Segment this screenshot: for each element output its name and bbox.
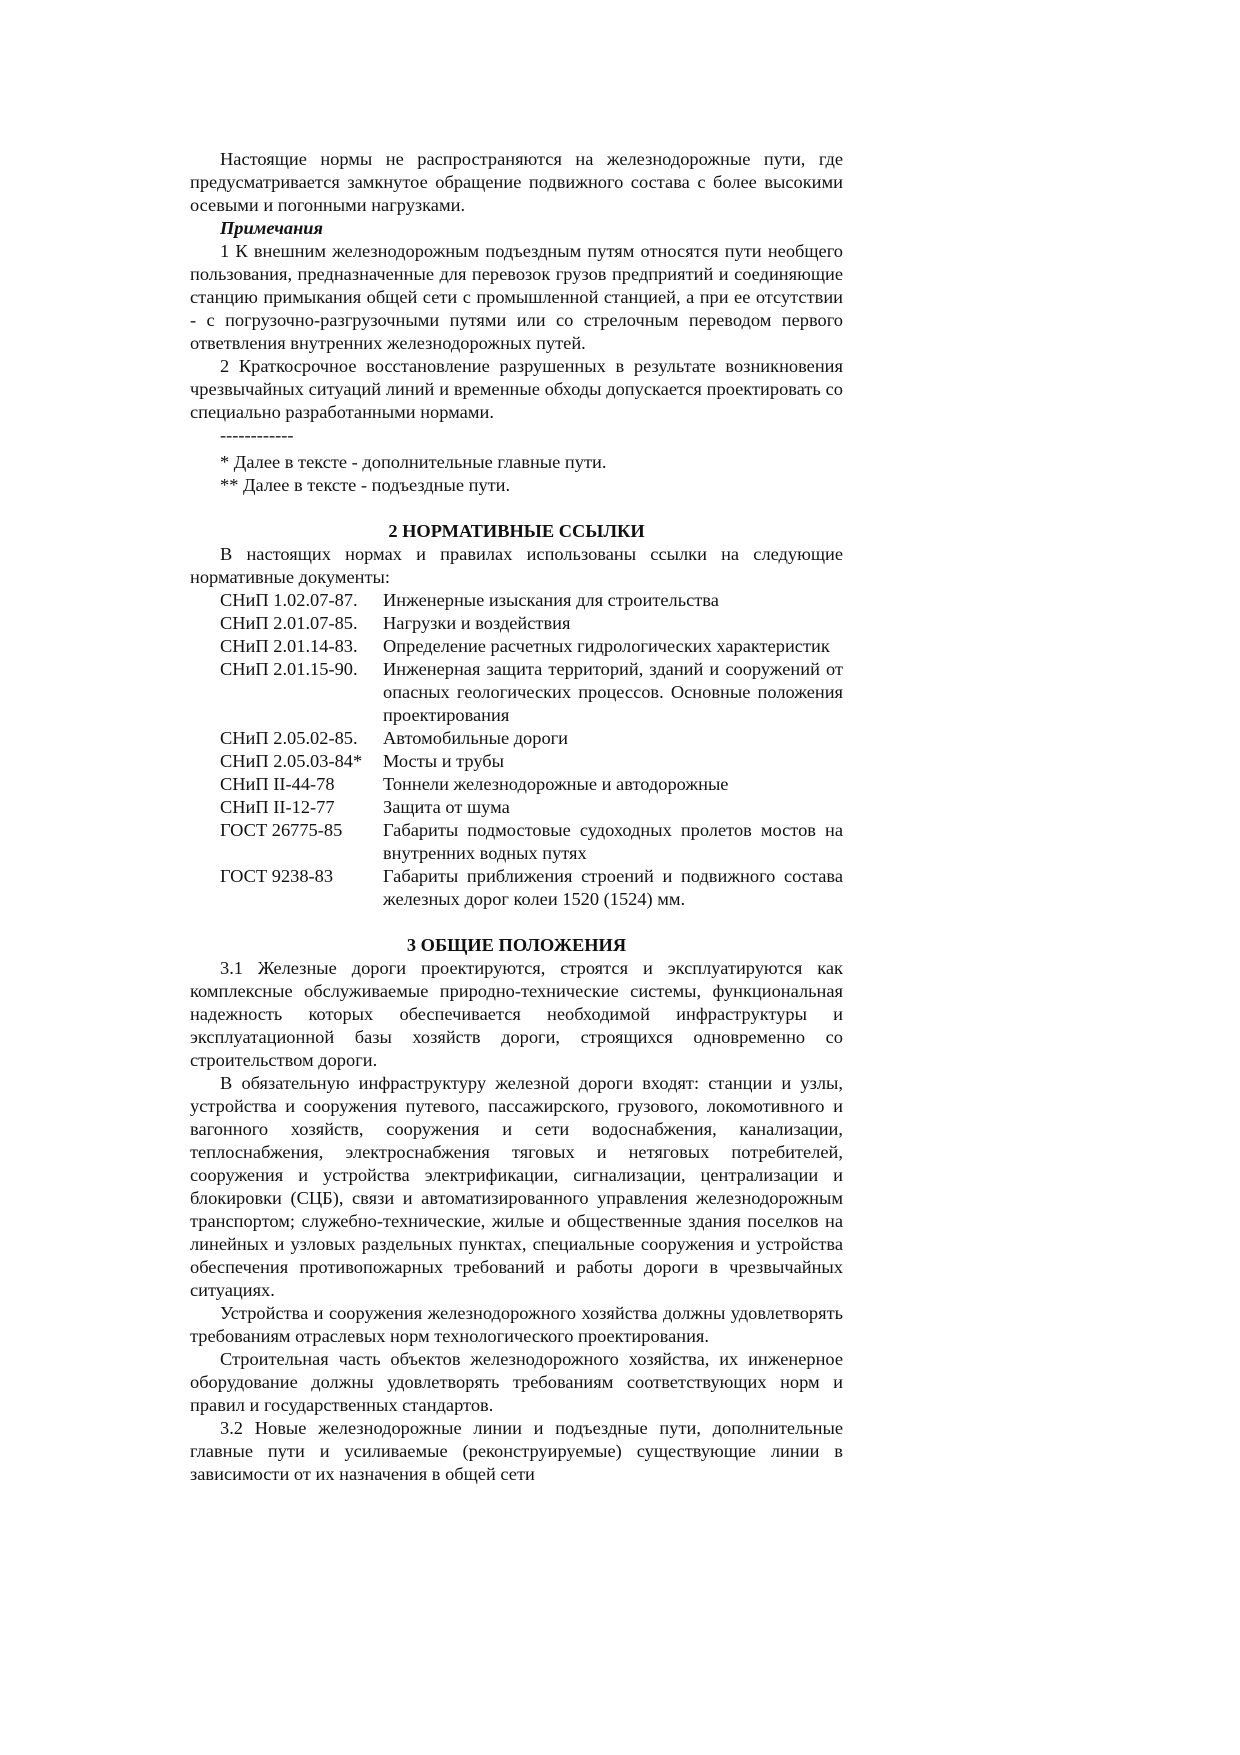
section-2-heading: 2 НОРМАТИВНЫЕ ССЫЛКИ — [388, 521, 645, 541]
reference-row — [220, 612, 843, 635]
section-3-paragraph-1: 3.1 Железные дороги проектируются, строятся и эксплуатируются как комплексные обслуживаемые природно-технические системы, функциональная надежность которых обеспечивается необходимой инфраструктуры и эксплуатационной базы хозяйств дороги, строящихся одновременно со строительством дороги. — [190, 958, 843, 1070]
reference-code: ГОСТ 26775-85 — [220, 820, 343, 840]
reference-code: СНиП II-44-78 — [220, 774, 335, 794]
reference-row — [220, 750, 843, 773]
reference-title: Габариты приближения строений и подвижного состава железных дорог колеи 1520 (1524) мм. — [383, 866, 843, 909]
reference-code: ГОСТ 9238-83 — [220, 866, 334, 886]
reference-title: Нагрузки и воздействия — [383, 613, 571, 633]
reference-row — [220, 727, 843, 750]
footnote-1: * Далее в тексте - дополнительные главные пути. — [220, 452, 607, 472]
reference-title: Габариты подмостовые судоходных пролетов мостов на внутренних водных путях — [383, 820, 843, 863]
reference-title: Мосты и трубы — [383, 751, 505, 771]
reference-code: СНиП 1.02.07-87. — [220, 590, 358, 610]
document-page — [190, 148, 843, 1486]
section-2-intro: В настоящих нормах и правилах использованы ссылки на следующие нормативные документы: — [190, 544, 843, 587]
note-2: 2 Краткосрочное восстановление разрушенных в результате возникновения чрезвычайных ситуаций линий и временные обходы допускается проектировать со специально разработанными нормами. — [190, 356, 843, 422]
reference-code: СНиП 2.05.03-84* — [220, 751, 363, 771]
reference-row — [220, 865, 843, 911]
reference-code: СНиП 2.01.15-90. — [220, 659, 358, 679]
reference-title: Защита от шума — [383, 797, 510, 817]
note-1: 1 К внешним железнодорожным подъездным путям относятся пути необщего пользования, предназначенные для перевозок грузов предприятий и соединяющие станцию примыкания общей сети с промышленной станцией, а при ее отсутствии - с погрузочно-разгрузочными путями или со стрелочным переводом первого ответвления внутренних железнодорожных путей. — [190, 241, 843, 353]
reference-title: Инженерная защита территорий, зданий и сооружений от опасных геологических процессов. Основные положения проектирования — [383, 659, 843, 725]
section-3-paragraph-4: Строительная часть объектов железнодорожного хозяйства, их инженерное оборудование должны удовлетворять требованиям соответствующих норм и правил и государственных стандартов. — [190, 1349, 843, 1415]
footnote-2: ** Далее в тексте - подъездные пути. — [220, 475, 511, 495]
section-3-paragraph-3: Устройства и сооружения железнодорожного хозяйства должны удовлетворять требованиям отраслевых норм технологического проектирования. — [190, 1303, 843, 1346]
reference-title: Автомобильные дороги — [383, 728, 569, 748]
normative-references-list — [220, 589, 843, 911]
reference-code: СНиП 2.01.07-85. — [220, 613, 358, 633]
reference-row — [220, 589, 843, 612]
reference-code: СНиП II-12-77 — [220, 797, 335, 817]
intro-paragraph: Настоящие нормы не распространяются на железнодорожные пути, где предусматривается замкнутое обращение подвижного состава с более высокими осевыми и погонными нагрузками. — [190, 149, 843, 215]
section-3-heading: 3 ОБЩИЕ ПОЛОЖЕНИЯ — [406, 935, 627, 955]
reference-title: Определение расчетных гидрологических характеристик — [383, 636, 830, 656]
reference-row — [220, 819, 843, 865]
reference-code: СНиП 2.05.02-85. — [220, 728, 358, 748]
reference-title: Тоннели железнодорожные и автодорожные — [383, 774, 729, 794]
reference-row — [220, 796, 843, 819]
reference-row — [220, 635, 843, 658]
reference-title: Инженерные изыскания для строительства — [383, 590, 719, 610]
reference-row — [220, 773, 843, 796]
reference-row — [220, 658, 843, 727]
section-3-paragraph-2: В обязательную инфраструктуру железной дороги входят: станции и узлы, устройства и сооружения путевого, пассажирского, грузового, локомотивного и вагонного хозяйств, сооружения и сети водоснабжения, канализации, теплоснабжения, электроснабжения тяговых и нетяговых потребителей, сооружения и устройства электрификации, сигнализации, централизации и блокировки (СЦБ), связи и автоматизированного управления железнодорожным транспортом; служебно-технические, жилые и общественные здания поселков на линейных и узловых раздельных пунктах, специальные сооружения и устройства обеспечения противопожарных требований и работы дороги в чрезвычайных ситуациях. — [190, 1073, 843, 1300]
section-3-paragraph-5: 3.2 Новые железнодорожные линии и подъездные пути, дополнительные главные пути и усиливаемые (реконструируемые) существующие линии в зависимости от их назначения в общей сети — [190, 1418, 843, 1484]
notes-title: Примечания — [220, 218, 324, 238]
reference-code: СНиП 2.01.14-83. — [220, 636, 358, 656]
footnote-separator: ------------ — [220, 425, 294, 445]
